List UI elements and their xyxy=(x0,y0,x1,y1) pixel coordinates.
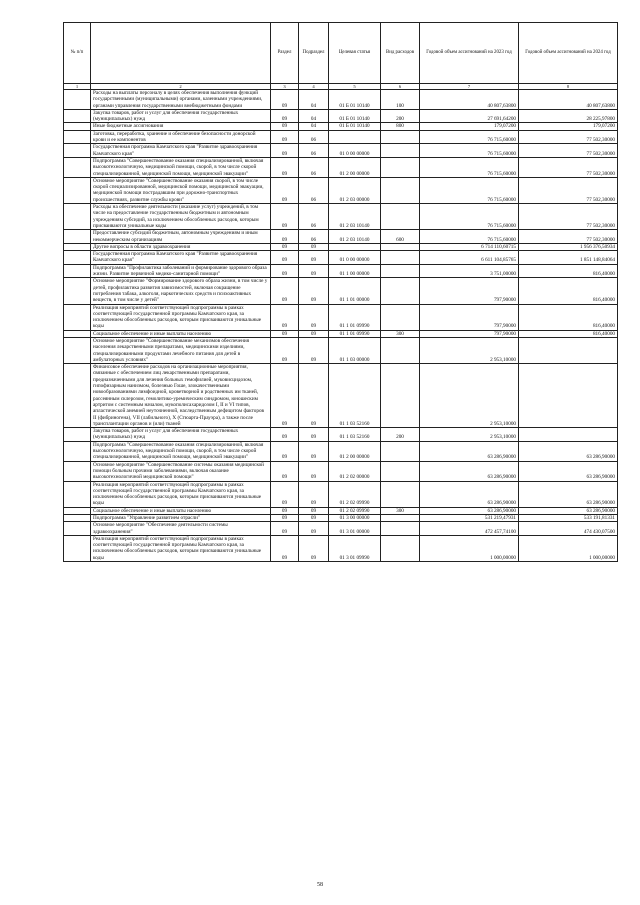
row-razdel: 09 xyxy=(271,481,299,507)
row-number xyxy=(64,90,91,110)
row-razdel: 09 xyxy=(271,264,299,278)
row-sum-2023: 6 714 110,60715 xyxy=(420,243,519,250)
row-sum-2023: 797,90000 xyxy=(420,304,519,330)
row-razdel: 09 xyxy=(271,461,299,481)
row-sum-2024: 1 000,00000 xyxy=(519,535,618,561)
row-vr: 800 xyxy=(381,123,420,130)
row-vr xyxy=(381,144,420,158)
row-csr: 01 2 03 10140 xyxy=(329,204,381,230)
row-podrazdel: 09 xyxy=(299,441,329,461)
row-csr: 01 0 00 00000 xyxy=(329,251,381,265)
row-name: Реализация мероприятий соответствующей подпрограммы в рамках соответствующей государственной программы Камчатского края, за исключением обособленных расходов, которым присваиваются уникальные коды xyxy=(91,535,271,561)
row-sum-2024: 816,40000 xyxy=(519,278,618,304)
row-number xyxy=(64,522,91,536)
row-sum-2024: 77 502,30000 xyxy=(519,204,618,230)
column-number: 8 xyxy=(519,84,618,90)
row-vr xyxy=(381,157,420,177)
row-name: Основное мероприятие "Формирование здорового образа жизни, в том числе у детей, профилактика развития зависимостей, включая сокращение потребления табака, алкоголя, наркотических средств и психоактивных веществ, в том числе у детей" xyxy=(91,278,271,304)
row-number xyxy=(64,177,91,203)
row-name: Иные бюджетные ассигнования xyxy=(91,123,271,130)
row-vr: 300 xyxy=(381,330,420,337)
row-razdel: 09 xyxy=(271,123,299,130)
row-vr: 200 xyxy=(381,428,420,442)
row-podrazdel: 06 xyxy=(299,130,329,144)
column-number: 2 xyxy=(91,84,271,90)
row-sum-2024: 816,40000 xyxy=(519,330,618,337)
row-sum-2024: 77 502,30000 xyxy=(519,157,618,177)
row-sum-2023: 40 807,63800 xyxy=(420,90,519,110)
table-row xyxy=(64,157,618,177)
row-podrazdel: 09 xyxy=(299,364,329,428)
table-row xyxy=(64,441,618,461)
row-number xyxy=(64,304,91,330)
row-sum-2023: 472 457,74100 xyxy=(420,522,519,536)
row-name: Социальное обеспечение и иные выплаты населению xyxy=(91,330,271,337)
row-vr: 600 xyxy=(381,230,420,244)
row-name: Основное мероприятие "Совершенствование системы оказания медицинской помощи больным прочими заболеваниями, включая оказание высокотехнологичной медицинской помощи" xyxy=(91,461,271,481)
row-sum-2023: 76 715,60000 xyxy=(420,204,519,230)
row-razdel: 09 xyxy=(271,515,299,522)
row-name: Государственная программа Камчатского края "Развитие здравоохранения Камчатского края" xyxy=(91,144,271,158)
row-name: Основное мероприятие "Совершенствование оказания скорой, в том числе скорой специализированной, медицинской помощи, медицинской эвакуации, медицинской помощи пострадавшим при дорожно-транспортных происшествиях, развитие службы крови" xyxy=(91,177,271,203)
row-name: Подпрограмма "Совершенствование оказания специализированной, включая высокотехнологичную, медицинской помощи, скорой, в том числе скорой специализированной, медицинской помощи, медицинской эвакуации" xyxy=(91,441,271,461)
row-sum-2024: 816,40000 xyxy=(519,264,618,278)
row-number xyxy=(64,204,91,230)
row-name: Подпрограмма "Управление развитием отрасли" xyxy=(91,515,271,522)
row-csr: 01 3 01 00000 xyxy=(329,522,381,536)
row-sum-2024: 63 286,90000 xyxy=(519,441,618,461)
table-row xyxy=(64,243,618,250)
row-podrazdel: 09 xyxy=(299,481,329,507)
header-sum-2023: Годовой объем ассигнований на 2023 год xyxy=(420,23,519,84)
table-row xyxy=(64,123,618,130)
row-razdel: 09 xyxy=(271,535,299,561)
row-sum-2023: 1 000,00000 xyxy=(420,535,519,561)
row-podrazdel: 09 xyxy=(299,304,329,330)
row-number xyxy=(64,230,91,244)
table-row xyxy=(64,428,618,442)
row-sum-2023: 63 286,90000 xyxy=(420,461,519,481)
header-razdel: Раздел xyxy=(271,23,299,84)
row-razdel: 09 xyxy=(271,144,299,158)
row-csr: 01 1 01 09990 xyxy=(329,330,381,337)
row-number xyxy=(64,481,91,507)
row-sum-2024: 28 225,97800 xyxy=(519,109,618,123)
row-csr xyxy=(329,130,381,144)
row-csr: 01 2 02 00000 xyxy=(329,461,381,481)
table-row xyxy=(64,337,618,363)
row-name: Основное мероприятие "Совершенствование механизмов обеспечения населения лекарственными препаратами, медицинскими изделиями, специализированными продуктами лечебного питания для детей в амбулаторных условиях" xyxy=(91,337,271,363)
table-row xyxy=(64,507,618,514)
table-row xyxy=(64,515,618,522)
row-sum-2023: 6 611 104,85765 xyxy=(420,251,519,265)
row-csr: 01 2 02 09990 xyxy=(329,507,381,514)
row-podrazdel: 09 xyxy=(299,243,329,250)
row-sum-2023: 797,90000 xyxy=(420,330,519,337)
column-number: 6 xyxy=(381,84,420,90)
row-name: Государственная программа Камчатского края "Развитие здравоохранения Камчатского края" xyxy=(91,251,271,265)
row-vr xyxy=(381,337,420,363)
table-row xyxy=(64,461,618,481)
row-sum-2024: 77 502,30000 xyxy=(519,177,618,203)
column-number: 3 xyxy=(271,84,299,90)
header-podrazdel: Подраздел xyxy=(299,23,329,84)
row-name: Закупка товаров, работ и услуг для обеспечения государственных (муниципальных) нужд xyxy=(91,109,271,123)
row-csr: 01 3 01 09990 xyxy=(329,535,381,561)
header-csr: Целевая статья xyxy=(329,23,381,84)
row-razdel: 09 xyxy=(271,109,299,123)
row-sum-2024: 40 807,63800 xyxy=(519,90,618,110)
row-podrazdel: 09 xyxy=(299,522,329,536)
row-number xyxy=(64,337,91,363)
header-sum-2024: Годовой объем ассигнований на 2024 год xyxy=(519,23,618,84)
row-sum-2024: 474 430,07500 xyxy=(519,522,618,536)
row-csr: 01 1 01 00000 xyxy=(329,278,381,304)
row-csr: 01 2 03 10140 xyxy=(329,230,381,244)
row-sum-2023: 63 286,90000 xyxy=(420,481,519,507)
row-number xyxy=(64,428,91,442)
row-podrazdel: 06 xyxy=(299,177,329,203)
row-razdel: 09 xyxy=(271,507,299,514)
row-sum-2024: 816,40000 xyxy=(519,304,618,330)
row-vr xyxy=(381,441,420,461)
row-podrazdel: 09 xyxy=(299,535,329,561)
row-number xyxy=(64,243,91,250)
header-name xyxy=(91,23,271,84)
row-number xyxy=(64,251,91,265)
row-vr xyxy=(381,481,420,507)
header-vr: Вид расходов xyxy=(381,23,420,84)
row-podrazdel: 09 xyxy=(299,507,329,514)
row-sum-2024 xyxy=(519,428,618,442)
row-name: Реализация мероприятий соответствующей подпрограммы в рамках соответствующей государственной программы Камчатского края, за исключением обособленных расходов, которым присваиваются уникальные коды xyxy=(91,481,271,507)
row-vr xyxy=(381,364,420,428)
row-number xyxy=(64,515,91,522)
row-razdel: 09 xyxy=(271,243,299,250)
row-podrazdel: 09 xyxy=(299,330,329,337)
column-number: 1 xyxy=(64,84,91,90)
row-vr: 200 xyxy=(381,109,420,123)
table-row xyxy=(64,90,618,110)
header-num: № п/п xyxy=(64,23,91,84)
row-name: Социальное обеспечение и иные выплаты населению xyxy=(91,507,271,514)
row-vr xyxy=(381,243,420,250)
table-row xyxy=(64,230,618,244)
table-row xyxy=(64,278,618,304)
row-podrazdel: 09 xyxy=(299,428,329,442)
row-csr: 01 1 03 52160 xyxy=(329,428,381,442)
row-name: Расходы на выплаты персоналу в целях обеспечения выполнения функций государственными (муниципальными) органами, казенными учреждениями, органами управления государственными внебюджетными фондами xyxy=(91,90,271,110)
row-csr xyxy=(329,243,381,250)
row-vr xyxy=(381,264,420,278)
row-vr: 100 xyxy=(381,90,420,110)
row-number xyxy=(64,123,91,130)
header-row xyxy=(64,23,618,84)
row-csr: 01 Б 01 10140 xyxy=(329,90,381,110)
row-razdel: 09 xyxy=(271,157,299,177)
row-sum-2023: 76 715,60000 xyxy=(420,130,519,144)
table-row xyxy=(64,522,618,536)
row-vr xyxy=(381,177,420,203)
row-podrazdel: 09 xyxy=(299,264,329,278)
row-number xyxy=(64,461,91,481)
row-csr: 01 1 01 09990 xyxy=(329,304,381,330)
table-row xyxy=(64,204,618,230)
row-sum-2024: 77 502,30000 xyxy=(519,230,618,244)
page-number: 58 xyxy=(317,882,323,888)
row-razdel: 09 xyxy=(271,204,299,230)
row-name: Реализация мероприятий соответствующей подпрограммы в рамках соответствующей государственной программы Камчатского края, за исключением обособленных расходов, которым присваиваются уникальные коды xyxy=(91,304,271,330)
row-vr xyxy=(381,130,420,144)
table-row xyxy=(64,177,618,203)
row-number xyxy=(64,264,91,278)
row-name: Подпрограмма "Профилактика заболеваний и формирование здорового образа жизни. Развитие первичной медико-санитарной помощи" xyxy=(91,264,271,278)
row-number xyxy=(64,535,91,561)
row-sum-2023: 2 953,10000 xyxy=(420,337,519,363)
row-sum-2024: 77 502,30000 xyxy=(519,144,618,158)
row-sum-2023: 27 691,64200 xyxy=(420,109,519,123)
row-razdel: 09 xyxy=(271,330,299,337)
row-podrazdel: 04 xyxy=(299,123,329,130)
row-podrazdel: 06 xyxy=(299,157,329,177)
row-vr xyxy=(381,304,420,330)
row-name: Другие вопросы в области здравоохранения xyxy=(91,243,271,250)
row-razdel: 09 xyxy=(271,337,299,363)
row-podrazdel: 04 xyxy=(299,90,329,110)
row-sum-2023: 76 715,60000 xyxy=(420,157,519,177)
row-number xyxy=(64,109,91,123)
table-row xyxy=(64,304,618,330)
row-razdel: 09 xyxy=(271,304,299,330)
row-podrazdel: 09 xyxy=(299,251,329,265)
row-csr: 01 0 00 00000 xyxy=(329,144,381,158)
row-sum-2024: 63 286,90000 xyxy=(519,481,618,507)
row-podrazdel: 09 xyxy=(299,337,329,363)
row-podrazdel: 06 xyxy=(299,144,329,158)
row-vr: 300 xyxy=(381,507,420,514)
budget-table xyxy=(63,22,618,562)
row-sum-2024: 1 956 376,50934 xyxy=(519,243,618,250)
row-number xyxy=(64,130,91,144)
row-number xyxy=(64,364,91,428)
row-sum-2023: 76 715,60000 xyxy=(420,230,519,244)
table-row xyxy=(64,144,618,158)
row-sum-2023: 531 219,47931 xyxy=(420,515,519,522)
column-number: 4 xyxy=(299,84,329,90)
row-razdel: 09 xyxy=(271,278,299,304)
table-row xyxy=(64,364,618,428)
row-sum-2024: 63 286,90000 xyxy=(519,461,618,481)
table-row xyxy=(64,535,618,561)
table-row xyxy=(64,264,618,278)
row-podrazdel: 09 xyxy=(299,461,329,481)
row-name: Закупка товаров, работ и услуг для обеспечения государственных (муниципальных) нужд xyxy=(91,428,271,442)
row-name: Предоставление субсидий бюджетным, автономным учреждениям и иным некоммерческим организациям xyxy=(91,230,271,244)
table-row xyxy=(64,130,618,144)
row-razdel: 09 xyxy=(271,364,299,428)
row-podrazdel: 09 xyxy=(299,515,329,522)
row-name: Подпрограмма "Совершенствование оказания специализированной, включая высокотехнологичную, медицинской помощи, скорой, в том числе скорой специализированной, медицинской помощи, медицинской эвакуации" xyxy=(91,157,271,177)
row-vr xyxy=(381,204,420,230)
row-sum-2023: 63 286,90000 xyxy=(420,441,519,461)
row-razdel: 09 xyxy=(271,441,299,461)
row-csr: 01 2 03 00000 xyxy=(329,177,381,203)
row-sum-2024: 77 502,30000 xyxy=(519,130,618,144)
column-number: 5 xyxy=(329,84,381,90)
row-sum-2023: 3 751,00000 xyxy=(420,264,519,278)
row-sum-2023: 63 286,90000 xyxy=(420,507,519,514)
row-name: Заготовка, переработка, хранение и обеспечение безопасности донорской крови и ее компонентов xyxy=(91,130,271,144)
row-sum-2023: 2 953,10000 xyxy=(420,364,519,428)
row-number xyxy=(64,278,91,304)
row-name: Расходы на обеспечение деятельности (оказание услуг) учреждений, в том числе на предоставление государственным бюджетным и автономным учреждениям субсидий, за исключением обособленных расходов, которым присваиваются уникальные коды xyxy=(91,204,271,230)
row-sum-2024 xyxy=(519,337,618,363)
row-sum-2023: 76 715,60000 xyxy=(420,144,519,158)
row-vr xyxy=(381,461,420,481)
row-sum-2024 xyxy=(519,364,618,428)
row-csr: 01 Б 01 10140 xyxy=(329,123,381,130)
row-vr xyxy=(381,251,420,265)
row-name: Основное мероприятие "Обеспечение деятельности системы здравоохранения" xyxy=(91,522,271,536)
row-razdel: 09 xyxy=(271,130,299,144)
row-podrazdel: 09 xyxy=(299,278,329,304)
row-csr: 01 1 03 52160 xyxy=(329,364,381,428)
row-sum-2023: 179,07200 xyxy=(420,123,519,130)
row-sum-2023: 2 953,10000 xyxy=(420,428,519,442)
row-podrazdel: 06 xyxy=(299,204,329,230)
row-razdel: 09 xyxy=(271,428,299,442)
row-vr xyxy=(381,278,420,304)
row-csr: 01 2 00 00000 xyxy=(329,441,381,461)
row-csr: 01 1 03 00000 xyxy=(329,337,381,363)
row-podrazdel: 06 xyxy=(299,230,329,244)
row-razdel: 09 xyxy=(271,177,299,203)
row-razdel: 09 xyxy=(271,251,299,265)
row-csr: 01 Б 01 10140 xyxy=(329,109,381,123)
row-csr: 01 3 00 00000 xyxy=(329,515,381,522)
table-row xyxy=(64,251,618,265)
row-podrazdel: 04 xyxy=(299,109,329,123)
row-razdel: 09 xyxy=(271,230,299,244)
row-sum-2024: 533 191,81331 xyxy=(519,515,618,522)
row-sum-2023: 76 715,60000 xyxy=(420,177,519,203)
row-number xyxy=(64,441,91,461)
row-number xyxy=(64,330,91,337)
table-row xyxy=(64,481,618,507)
row-sum-2024: 63 286,90000 xyxy=(519,507,618,514)
row-razdel: 09 xyxy=(271,522,299,536)
table-row xyxy=(64,109,618,123)
row-number xyxy=(64,157,91,177)
row-vr xyxy=(381,515,420,522)
row-name: Финансовое обеспечение расходов на организационные мероприятия, связанные с обеспечением лиц лекарственными препаратами, предназначенными для лечения больных гемофилией, муковисцидозом, гипофизарным нанизмом, болезнью Гоше, злокачественными новообразованиями лимфоидной, кроветворной и родственных им тканей, рассеянным склерозом, гемолитико-уремическим синдромом, юношеским артритом с системным началом, мукополисахаридозом I, II и VI типов, апластической анемией неуточненной, наследственным дефицитом факторов II (фибриногена), VII (лабильного), X (Стюарта-Прауэра), а также после трансплантации органов и (или) тканей xyxy=(91,364,271,428)
row-csr: 01 1 00 00000 xyxy=(329,264,381,278)
row-csr: 01 2 02 09990 xyxy=(329,481,381,507)
column-number: 7 xyxy=(420,84,519,90)
table-row xyxy=(64,330,618,337)
row-csr: 01 2 00 00000 xyxy=(329,157,381,177)
row-sum-2023: 797,90000 xyxy=(420,278,519,304)
row-sum-2024: 179,07200 xyxy=(519,123,618,130)
row-number xyxy=(64,507,91,514)
row-vr xyxy=(381,522,420,536)
row-vr xyxy=(381,535,420,561)
row-razdel: 09 xyxy=(271,90,299,110)
row-sum-2024: 1 851 148,84064 xyxy=(519,251,618,265)
row-number xyxy=(64,144,91,158)
